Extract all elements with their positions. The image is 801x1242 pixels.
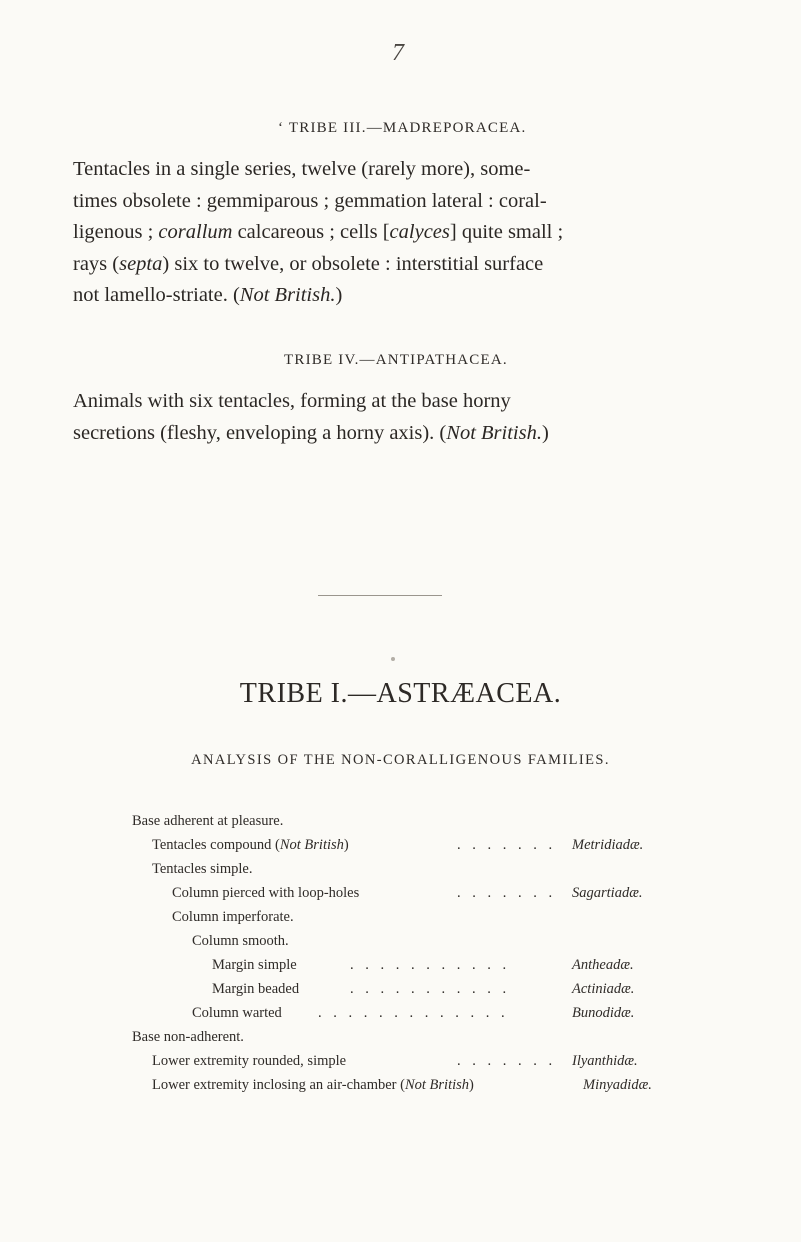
key-label: Base adherent at pleasure. [132,813,284,829]
leader-dots: . . . . . . . . . . . [350,981,511,997]
key-label: Tentacles compound (Not British) [152,837,349,853]
key-row [0,1049,801,1073]
key-label: Column imperforate. [172,909,294,925]
key-label: Base non-adherent. [132,1029,244,1045]
leader-dots: . . . . . . . [457,837,557,853]
family-name: Metridiadæ. [572,837,644,853]
key-label: Column smooth. [192,933,289,949]
key-label: Column pierced with loop-holes [172,885,360,901]
section-divider [318,595,442,596]
key-row [0,1001,801,1025]
text-line: not lamello-striate. (Not British.) [73,284,343,306]
family-name: Bunodidæ. [572,1005,635,1021]
key-row [0,881,801,905]
leader-dots: . . . . . . . . . . . . . [318,1005,509,1021]
tribe-i-title: TRIBE I.—ASTRÆACEA. [239,678,562,709]
family-name: Sagartiadæ. [572,885,643,901]
key-row [0,929,801,953]
family-name: Antheadæ. [572,957,634,973]
text-line: Animals with six tentacles, forming at the base horny [73,390,511,412]
ink-speck [391,657,395,661]
family-name: Minyadidæ. [583,1077,652,1093]
key-row [0,905,801,929]
analysis-heading: ANALYSIS OF THE NON-CORALLIGENOUS FAMILIES. [191,752,610,768]
key-label: Lower extremity rounded, simple [152,1053,347,1069]
text-line: Tentacles in a single series, twelve (rarely more), some- [73,158,531,180]
key-label: Column warted [192,1005,282,1021]
leader-dots: . . . . . . . . . . . [350,957,511,973]
tribe-iii-title: TRIBE III.—MADREPORACEA. [288,120,527,136]
heading-bullet: ‘ [278,120,285,136]
text-line: rays (septa) six to twelve, or obsolete : interstitial surface [73,252,544,275]
family-name: Ilyanthidæ. [572,1053,638,1069]
key-row [0,809,801,833]
family-key [0,809,801,1097]
key-row [0,1025,801,1049]
key-label: Margin simple [212,957,297,973]
family-name: Actiniadæ. [572,981,635,997]
key-label: Lower extremity inclosing an air-chamber (Not British) [152,1077,474,1093]
key-row [0,833,801,857]
key-label: Tentacles simple. [152,861,253,877]
page-number: 7 [392,40,404,66]
tribe-iii-description [73,154,793,312]
tribe-iv-description [73,386,793,449]
tribe-iv-heading: TRIBE IV.—ANTIPATHACEA. [284,352,508,368]
key-row [0,1073,801,1097]
leader-dots: . . . . . . . [457,1053,557,1069]
leader-dots: . . . . . . . [457,885,557,901]
key-row [0,953,801,977]
text-line: times obsolete : gemmiparous ; gemmation lateral : coral- [73,189,547,212]
text-line: ligenous ; corallum calcareous ; cells [calyces] quite small ; [73,221,564,243]
key-row [0,857,801,881]
key-label: Margin beaded [212,981,300,997]
key-row [0,977,801,1001]
text-line: secretions (fleshy, enveloping a horny axis). (Not British.) [73,421,549,444]
tribe-iii-heading [278,120,526,137]
